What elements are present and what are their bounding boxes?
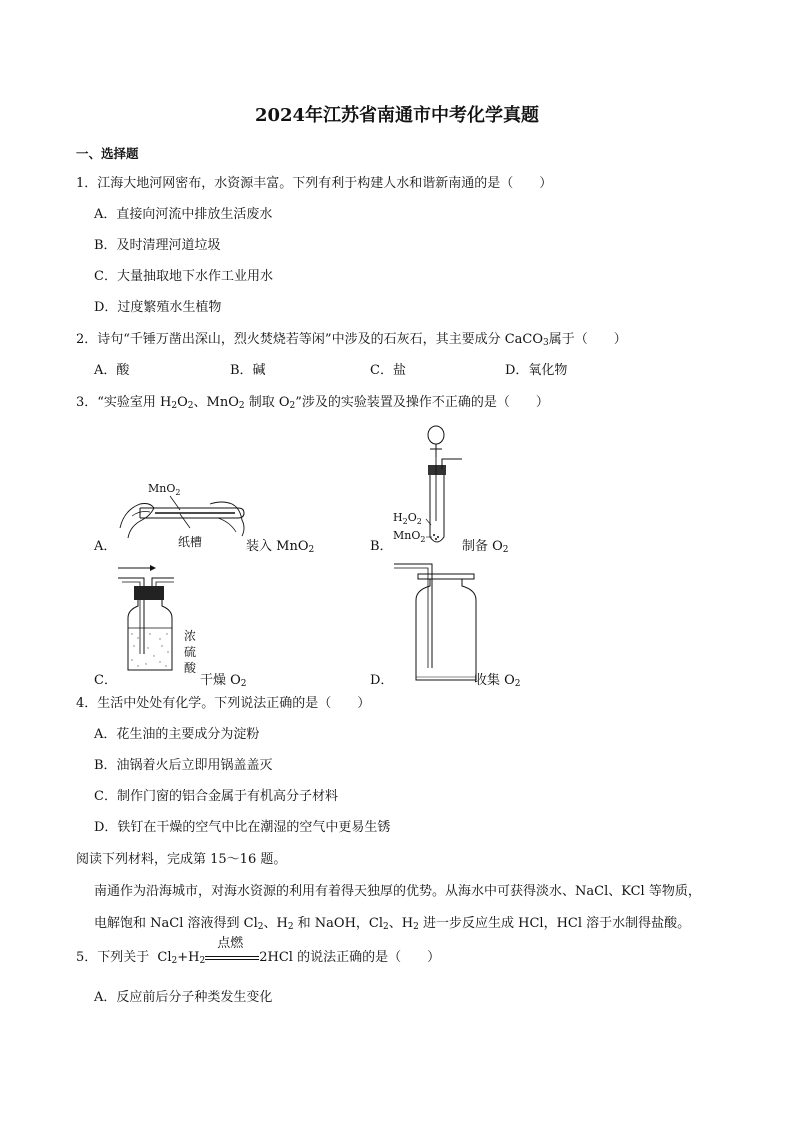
question-5-option-a: A．反应前后分子种类发生变化 <box>94 990 273 1005</box>
reading-intro: 阅读下列材料，完成第 15～16 题。 <box>76 852 287 867</box>
question-4-option-a: A．花生油的主要成分为淀粉 <box>94 727 260 742</box>
reaction-condition: 点燃 <box>205 950 259 966</box>
question-4-option-b: B．油锅着火后立即用锅盖盖灭 <box>94 758 273 773</box>
svg-text:硫: 硫 <box>184 645 197 659</box>
question-4-option-c: C．制作门窗的铝合金属于有机高分子材料 <box>94 789 338 804</box>
svg-text:纸槽: 纸槽 <box>178 535 203 549</box>
question-5-stem: 5．下列关于 $Cl_2+H_2$ 点燃 2HCl 的说法正确的是（ ） <box>76 936 441 966</box>
question-1-option-a: A．直接向河流中排放生活废水 <box>94 207 273 222</box>
question-2-option-b: B．碱 <box>230 363 266 378</box>
page-title: 2024年江苏省南通市中考化学真题 <box>254 105 540 126</box>
question-4-stem: 4．生活中处处有化学。下列说法正确的是（ ） <box>76 696 371 711</box>
reading-paragraph-line-1: 南通作为沿海城市，对海水资源的利用有着得天独厚的优势。从海水中可获得淡水、NaCl、KCl 等物质， <box>94 884 701 899</box>
diagram-b-caption: 制备 $O_2$ <box>462 539 509 555</box>
svg-text:H2O2: $H_2O_2$ <box>393 511 422 526</box>
diagram-c-caption: 干燥 $O_2$ <box>200 673 247 689</box>
question-2-option-d: D．氧化物 <box>505 363 568 378</box>
svg-text:酸: 酸 <box>184 661 197 675</box>
diagram-d-caption: 收集 $O_2$ <box>474 673 521 689</box>
svg-text:MnO2: MnO$_2$ <box>148 482 181 497</box>
question-1-stem: 1．江海大地河网密布，水资源丰富。下列有利于构建人水和谐新南通的是（ ） <box>76 176 553 191</box>
reading-paragraph-line-2: 电解饱和 NaCl 溶液得到 $Cl_2$、$H_2$ 和 NaOH，$Cl_2$、$H_2$ 进一步反应生成 HCl，HCl 溶于水制得盐酸。 <box>94 916 691 932</box>
svg-text:浓: 浓 <box>184 629 197 643</box>
question-2-option-c: C．盐 <box>370 363 406 378</box>
diagram-a-caption: 装入 MnO$_2$ <box>246 539 315 555</box>
section-heading: 一、选择题 <box>76 146 139 161</box>
svg-text:MnO2: MnO$_2$ <box>393 529 426 544</box>
diagram-b-preparing-o2 <box>390 425 510 555</box>
diagram-c-letter: C． <box>94 673 117 688</box>
question-2-option-a: A．酸 <box>94 363 130 378</box>
question-2-stem: 2．诗句“千锤万凿出深山，烈火焚烧若等闲”中涉及的石灰石，其主要成分 CaCO$_3$属于（ ） <box>76 332 627 348</box>
question-1-option-d: D．过度繁殖水生植物 <box>94 300 222 315</box>
question-1-option-c: C．大量抽取地下水作工业用水 <box>94 269 273 284</box>
diagram-c-drying-o2 <box>110 560 250 690</box>
diagram-b-letter: B． <box>370 539 393 554</box>
diagram-a-letter: A． <box>94 539 117 554</box>
diagram-d-letter: D． <box>370 673 394 688</box>
question-4-option-d: D．铁钉在干燥的空气中比在潮湿的空气中更易生锈 <box>94 820 391 835</box>
question-3-stem: 3．“实验室用 $H_2O_2$、MnO$_2$ 制取 $O_2$”涉及的实验装置及操作不正确的是（ ） <box>76 395 549 411</box>
question-1-option-b: B．及时清理河道垃圾 <box>94 238 221 253</box>
diagram-d-collecting-o2 <box>390 560 490 688</box>
